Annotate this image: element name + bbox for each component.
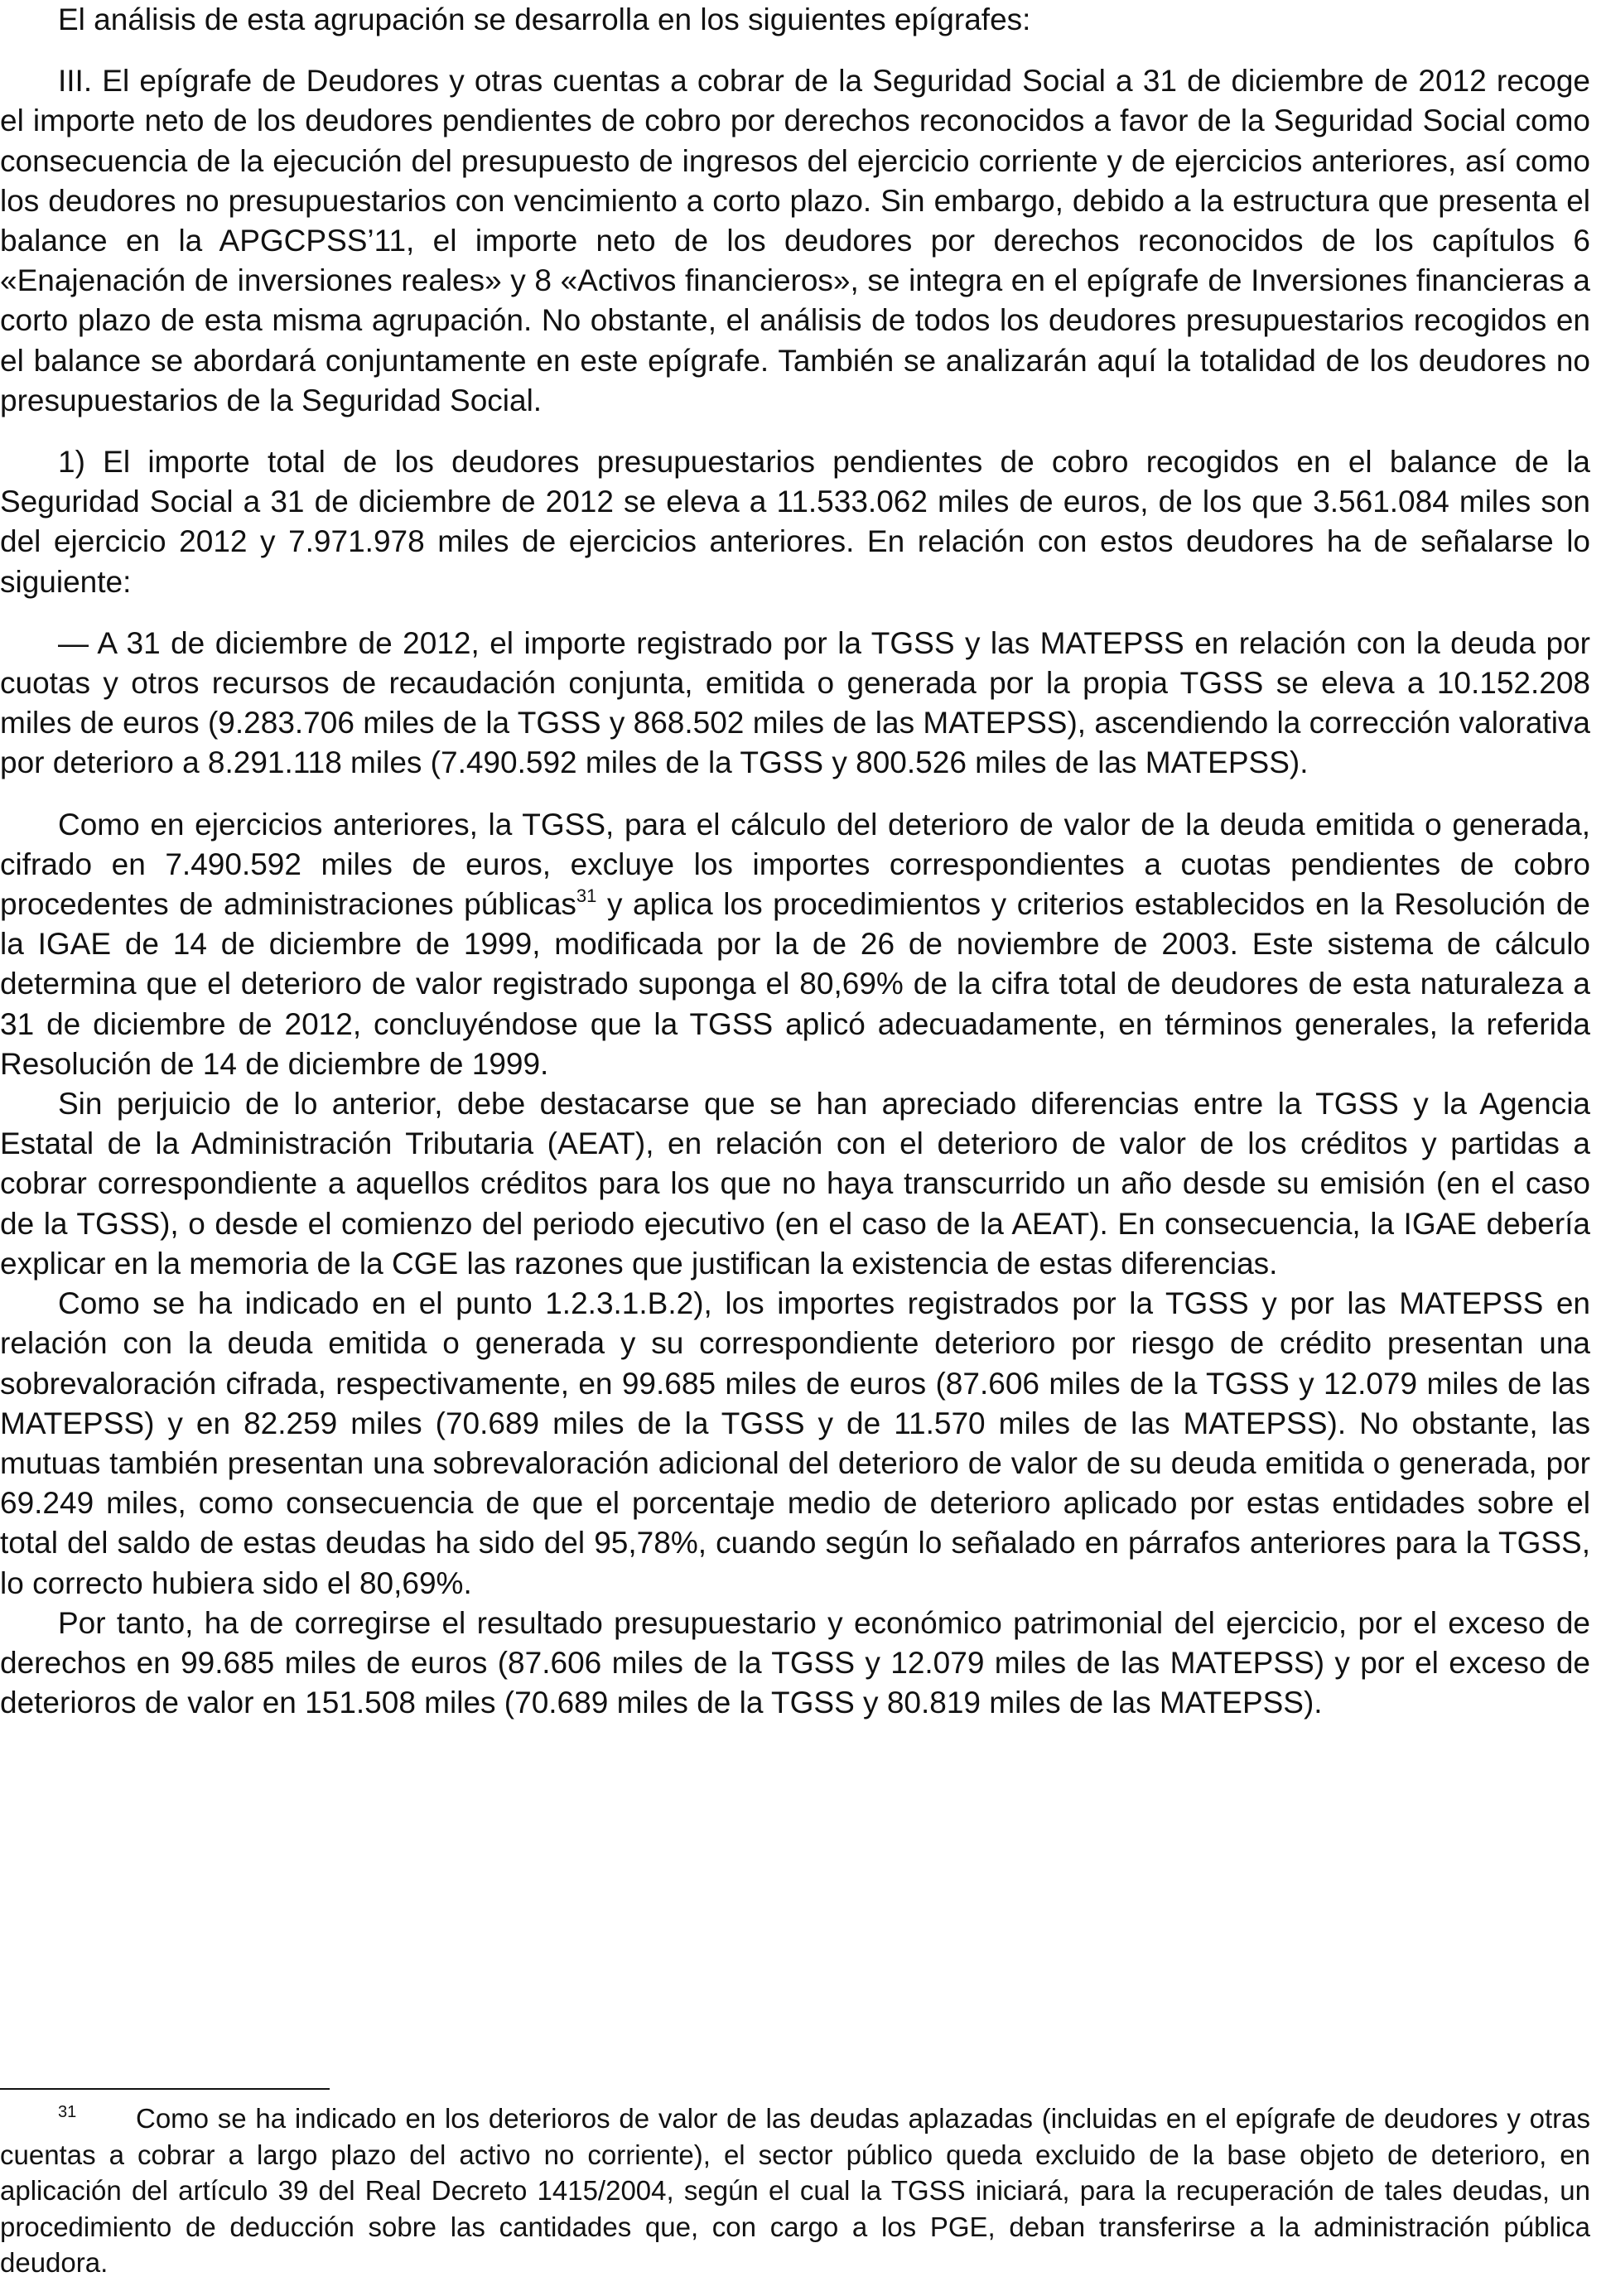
footnote-reference: 31: [576, 885, 597, 907]
deterioro-text-start: Como en ejercicios anteriores, la TGSS, para el cálculo del deterioro de valor de la deuda emitida o generada, cifrado en 7.490.592 miles de euros, excluye los importes correspondientes a cuotas pendientes de cobro procedentes de administraciones públicas: [0, 807, 1590, 922]
point-1-paragraph: 1) El importe total de los deudores presupuestarios pendientes de cobro recogidos en el balance de la Seguridad Social a 31 de diciembre de 2012 se eleva a 11.533.062 miles de euros, de los que 3.561.084 miles son del ejercicio 2012 y 7.971.978 miles de ejercicios anteriores. En relación con estos deudores ha de señalarse lo siguiente:: [0, 445, 1590, 599]
footnote: 31 Como se ha indicado en los deterioros de valor de las deudas aplazadas (incluidas en el epígrafe de deudores y otras cuentas a cobrar a largo plazo del activo no corriente), el sector público queda excluido de la base objeto de deterioro, en aplicación del artículo 39 del Real Decreto 1415/2004, según el cual la TGSS iniciará, para la recuperación de tales deudas, un procedimiento de deducción sobre las cantidades que, con cargo a los PGE, deban transferirse a la administración pública deudora.: [0, 2103, 1590, 2278]
section-iii-paragraph: III. El epígrafe de Deudores y otras cuentas a cobrar de la Seguridad Social a 31 de diciembre de 2012 recoge el importe neto de los deudores pendientes de cobro por derechos reconocidos a favor de la Seguridad Social como consecuencia de la ejecución del presupuesto de ingresos del ejercicio corriente y de ejercicios anteriores, así como los deudores no presupuestarios con vencimiento a corto plazo. Sin embargo, debido a la estructura que presenta el balance en la APGCPSS’11, el importe neto de los deudores por derechos reconocidos de los capítulos 6 «Enajenación de inversiones reales» y 8 «Activos financieros», se integra en el epígrafe de Inversiones financieras a corto plazo de esta misma agrupación. No obstante, el análisis de todos los deudores presupuestarios recogidos en el balance se abordará conjuntamente en este epígrafe. También se analizarán aquí la totalidad de los deudores no presupuestarios de la Seguridad Social.: [0, 64, 1590, 417]
overvaluation-paragraph: Como se ha indicado en el punto 1.2.3.1.B.2), los importes registrados por la TGSS y por las MATEPSS en relación con la deuda emitida o generada y su correspondiente deterioro por riesgo de crédito presentan una sobrevaloración cifrada, respectivamente, en 99.685 miles de euros (87.606 miles de la TGSS y 12.079 miles de las MATEPSS) y en 82.259 miles (70.689 miles de la TGSS y de 11.570 miles de las MATEPSS). No obstante, las mutuas también presentan una sobrevaloración adicional del deterioro de valor de su deuda emitida o generada, por 69.249 miles, como consecuencia de que el porcentaje medio de deterioro aplicado por estas entidades sobre el total del saldo de estas deudas ha sido del 95,78%, cuando según lo señalado en párrafos anteriores para la TGSS, lo correcto hubiera sido el 80,69%.: [0, 1286, 1590, 1600]
footnote-text: Como se ha indicado en los deterioros de valor de las deudas aplazadas (incluidas en el epígrafe de deudores y otras cuentas a cobrar a largo plazo del activo no corriente), el sector público queda excluido de la base objeto de deterioro, en aplicación del artículo 39 del Real Decreto 1415/2004, según el cual la TGSS iniciará, para la recuperación de tales deudas, un procedimiento de deducción sobre las cantidades que, con cargo a los PGE, deban transferirse a la administración pública deudora.: [0, 2103, 1590, 2278]
intro-paragraph: El análisis de esta agrupación se desarrolla en los siguientes epígrafes:: [58, 2, 1031, 36]
deterioro-paragraph: [0, 805, 1590, 1084]
footnote-separator: [0, 2088, 330, 2090]
dash-item-paragraph: — A 31 de diciembre de 2012, el importe registrado por la TGSS y las MATEPSS en relación con la deuda por cuotas y otros recursos de recaudación conjunta, emitida o generada por la propia TGSS se eleva a 10.152.208 miles de euros (9.283.706 miles de la TGSS y 868.502 miles de las MATEPSS), ascendiendo la corrección valorativa por deterioro a 8.291.118 miles (7.490.592 miles de la TGSS y 800.526 miles de las MATEPSS).: [0, 625, 1590, 780]
aeat-differences-paragraph: Sin perjuicio de lo anterior, debe destacarse que se han apreciado diferencias entre la TGSS y la Agencia Estatal de la Administración Tributaria (AEAT), en relación con el deterioro de valor de los créditos y partidas a cobrar correspondiente a aquellos créditos para los que no haya transcurrido un año desde su emisión (en el caso de la TGSS), o desde el comienzo del periodo ejecutivo (en el caso de la AEAT). En consecuencia, la IGAE debería explicar en la memoria de la CGE las razones que justifican la existencia de estas diferencias.: [0, 1087, 1590, 1281]
deterioro-text-end: y aplica los procedimientos y criterios establecidos en la Resolución de la IGAE de 14 de diciembre de 1999, modificada por la de 26 de noviembre de 2003. Este sistema de cálculo determina que el deterioro de valor registrado suponga el 80,69% de la cifra total de deudores de esta naturaleza a 31 de diciembre de 2012, concluyéndose que la TGSS aplicó adecuadamente, en términos generales, la referida Resolución de 14 de diciembre de 1999.: [0, 887, 1590, 1081]
correction-paragraph: Por tanto, ha de corregirse el resultado presupuestario y económico patrimonial del ejercicio, por el exceso de derechos en 99.685 miles de euros (87.606 miles de la TGSS y 12.079 miles de las MATEPSS) y por el exceso de deterioros de valor en 151.508 miles (70.689 miles de la TGSS y 80.819 miles de las MATEPSS).: [0, 1605, 1590, 1720]
